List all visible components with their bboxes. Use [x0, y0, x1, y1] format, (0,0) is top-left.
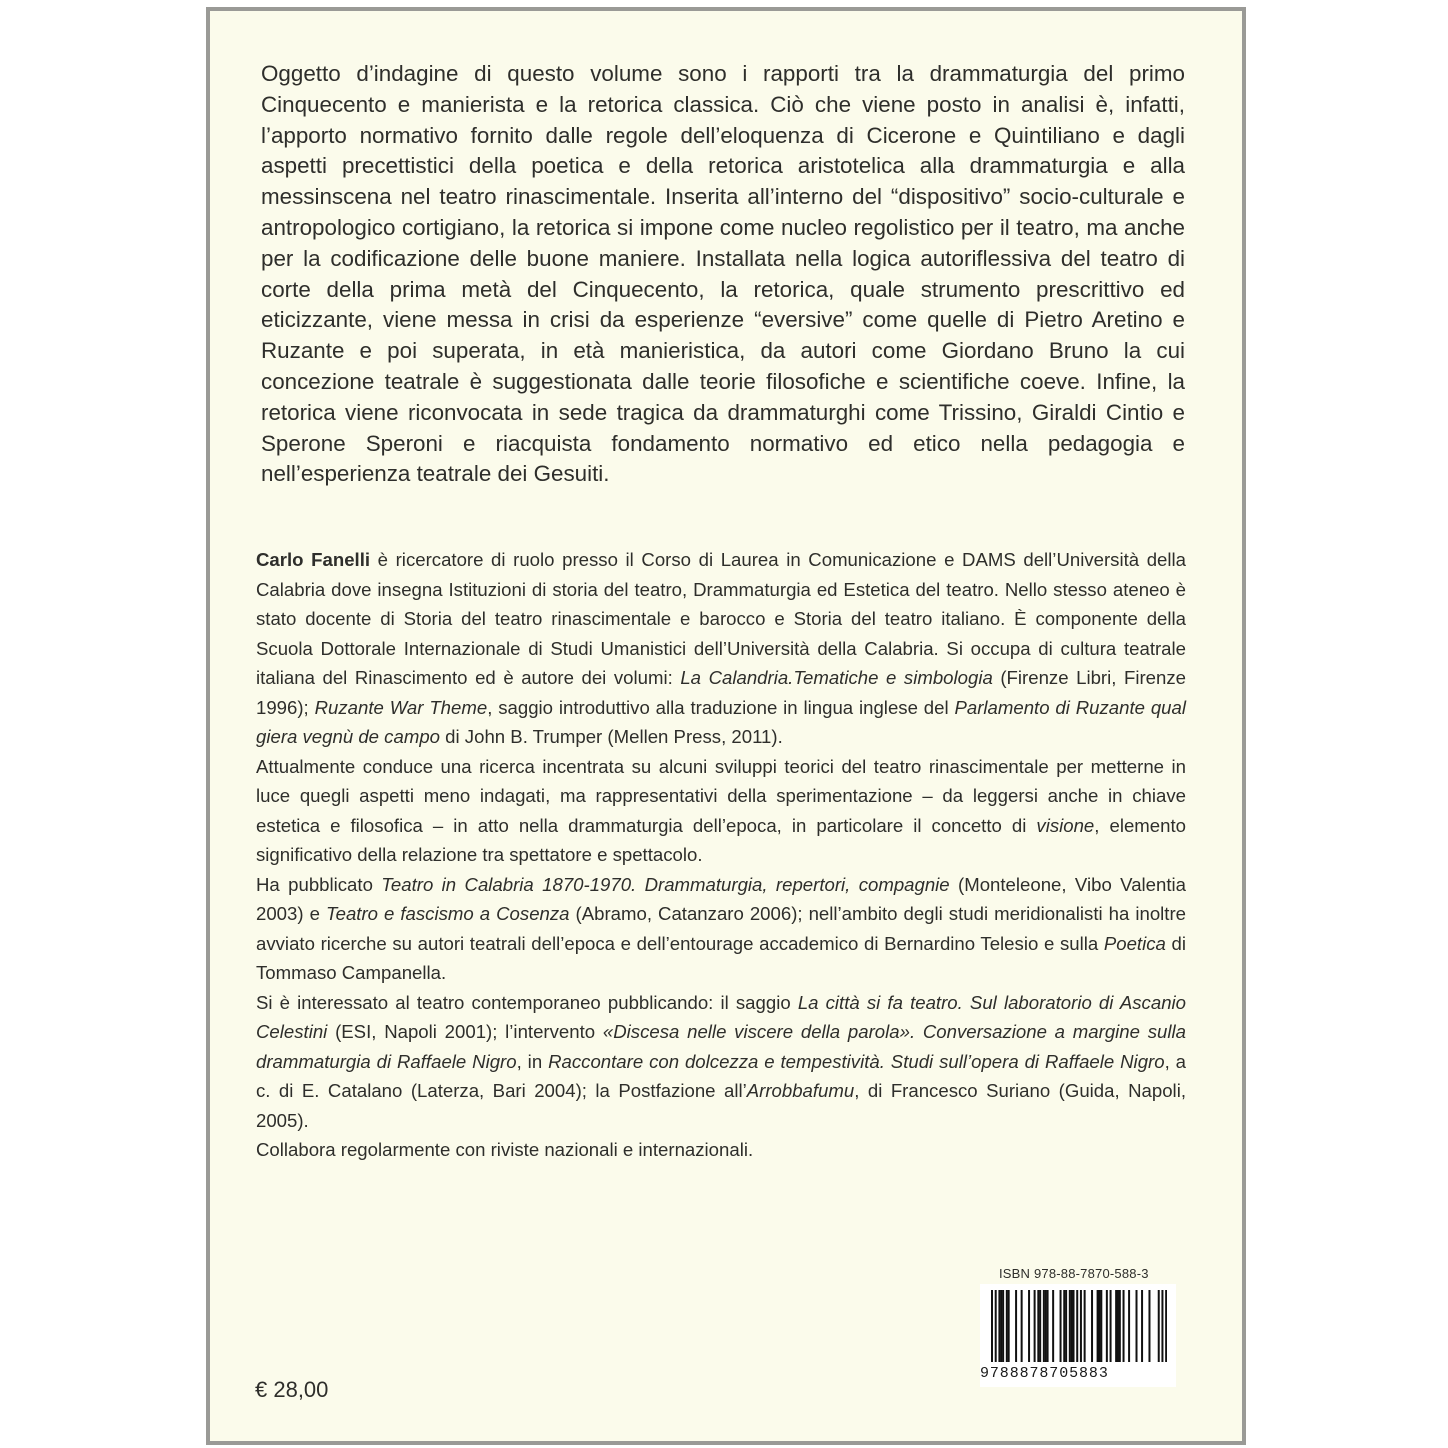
barcode-bar: [1028, 1290, 1030, 1362]
book-title: Poetica: [1103, 932, 1166, 954]
barcode-bars: [991, 1290, 1167, 1362]
author-biography: [256, 545, 1186, 1165]
bio-text: di John B. Trumper (Mellen Press, 2011).: [440, 726, 783, 747]
barcode-bar: [1136, 1290, 1138, 1362]
barcode-bar: [1073, 1290, 1075, 1362]
book-title: Raccontare con dolcezza e tempestività. Studi sull’opera di Raffaele Nigro: [548, 1050, 1165, 1072]
barcode-bar: [1060, 1290, 1062, 1362]
barcode-bar: [1052, 1290, 1054, 1362]
bio-text: Attualmente conduce una ricerca incentrata su alcuni sviluppi teorici del teatro rinascimentale per metterne in luce quegli aspetti meno indagati, ma rappresentativi della sperimentazione – da leggersi anche in chiave estetica e filosofica – in atto nella drammaturgia dell’epoca, in particolare il concetto di: [256, 755, 1186, 836]
bio-text: (Abramo, Catanzaro 2006); nell’ambito degli studi meridionalisti ha inoltre avviato ricerche su autori teatrali dell’epoca e dell’entourage accademico di Bernardino Telesio e sulla: [256, 903, 1186, 954]
barcode-bar: [1161, 1290, 1163, 1362]
barcode-bar: [1123, 1290, 1125, 1362]
barcode-bar: [1043, 1290, 1045, 1362]
bio-paragraph: Collabora regolarmente con riviste nazionali e internazionali.: [256, 1139, 754, 1160]
bio-paragraph: [256, 752, 1186, 870]
back-cover: [206, 7, 1246, 1445]
barcode-bar: [1098, 1290, 1100, 1362]
bio-text: è ricercatore di ruolo presso il Corso di Laurea in Comunicazione e DAMS dell’Università della Calabria dove insegna Istituzioni di storia del teatro, Drammaturgia ed Estetica del teatro. Nello stesso ateneo è stato docente di Storia del teatro rinascimentale e barocco e Storia del teatro italiano. È componente della Scuola Dottorale Internazionale di Studi Umanistici dell’Università della Calabria. Si occupa di cultura teatrale italiana del Rinascimento ed è autore dei volumi:: [256, 549, 1187, 688]
barcode-bar: [1000, 1290, 1002, 1362]
barcode-bar: [1148, 1290, 1150, 1362]
barcode-bar: [1015, 1290, 1017, 1362]
bio-text: (Monteleone, Vibo Valentia 2003) e: [256, 873, 1186, 924]
barcode-bar: [1047, 1290, 1049, 1362]
barcode-bar: [1034, 1290, 1036, 1362]
barcode-bar: [1063, 1290, 1065, 1362]
barcode-bar: [1128, 1290, 1130, 1362]
barcode-bar: [1021, 1290, 1023, 1362]
barcode-bar: [991, 1290, 993, 1362]
author-name: Carlo Fanelli: [256, 549, 371, 570]
barcode-bar: [1069, 1290, 1071, 1362]
book-title: La città si fa teatro. Sul laboratorio di Ascanio Celestini: [256, 991, 1187, 1042]
barcode-bar: [1119, 1290, 1121, 1362]
barcode-bar: [1141, 1290, 1143, 1362]
bio-text: , elemento significativo della relazione tra spettatore e spettacolo.: [256, 814, 1186, 865]
barcode-bar: [998, 1290, 1000, 1362]
barcode-bar: [1100, 1290, 1102, 1362]
italic-term: visione: [1036, 814, 1095, 836]
barcode-bar: [1039, 1290, 1041, 1362]
barcode-bar: [1115, 1290, 1117, 1362]
book-title: Parlamento di Ruzante qual giera vegnù de campo: [256, 696, 1186, 747]
bio-text: , a c. di E. Catalano (Laterza, Bari 2004); la Postfazione all’: [256, 1050, 1186, 1101]
barcode-bar: [1110, 1290, 1112, 1362]
barcode-bar: [1080, 1290, 1082, 1362]
barcode-bar: [1002, 1290, 1004, 1362]
barcode-bar: [1091, 1290, 1093, 1362]
barcode-bar: [1006, 1290, 1008, 1362]
barcode-bar: [1165, 1290, 1167, 1362]
barcode-bar: [1106, 1290, 1108, 1362]
barcode-bar: [1084, 1290, 1086, 1362]
barcode-bar: [1097, 1290, 1099, 1362]
isbn-label: ISBN 978-88-7870-588-3: [999, 1266, 1149, 1281]
book-synopsis: Oggetto d’indagine di questo volume sono i rapporti tra la drammaturgia del primo Cinquecento e manierista e la retorica classica. Ciò che viene posto in analisi è, infatti, l’apporto normativo fornito dalle regole dell’eloquenza di Cicerone e Quintiliano e dagli aspetti precettistici della poetica e della retorica aristotelica alla drammaturgia e alla messinscena nel teatro rinascimentale. Inserita all’interno del “dispositivo” socio-culturale e antropologico cortigiano, la retorica si impone come nucleo regolistico per il teatro, ma anche per la codificazione delle buone maniere. Installata nella logica autoriflessiva del teatro di corte della prima metà del Cinquecento, la retorica, quale strumento prescrittivo ed eticizzante, viene messa in crisi da esperienze “eversive” come quelle di Pietro Aretino e Ruzante e poi superata, in età manieristica, da autori come Giordano Bruno la cui concezione teatrale è suggestionata dalle teorie filosofiche e scientifiche coeve. Infine, la retorica viene riconvocata in sede tragica da drammaturghi come Trissino, Giraldi Cintio e Sperone Speroni e riacquista fondamento normativo ed etico nella pedagogia e nell’esperienza teatrale dei Gesuiti.: [261, 61, 1185, 487]
bio-text: , saggio introduttivo alla traduzione in lingua inglese del: [487, 696, 955, 718]
barcode-bar: [1117, 1290, 1119, 1362]
bio-text: Si è interessato al teatro contemporaneo pubblicando: il saggio: [256, 991, 798, 1013]
bio-text: (Firenze Libri, Firenze 1996);: [256, 667, 1186, 718]
bio-text: di Tommaso Campanella.: [256, 932, 1187, 983]
barcode-bar: [1071, 1290, 1073, 1362]
bio-paragraph: [256, 988, 1186, 1136]
bio-text: Ha pubblicato: [256, 873, 382, 895]
book-title: Teatro e fascismo a Cosenza: [325, 903, 570, 924]
book-title: Teatro in Calabria 1870-1970. Drammaturgia, repertori, compagnie: [381, 873, 950, 895]
book-title: «Discesa nelle viscere della parola». Conversazione a margine sulla drammaturgia di Raffaele Nigro: [256, 1021, 1186, 1072]
barcode-bar: [995, 1290, 997, 1362]
barcode: [980, 1284, 1176, 1387]
bio-text: (ESI, Napoli 2001); l’intervento: [327, 1021, 603, 1042]
price: € 28,00: [255, 1377, 329, 1402]
book-title: Arrobbafumu: [746, 1080, 855, 1101]
barcode-bar: [1045, 1290, 1047, 1362]
barcode-bar: [1076, 1290, 1078, 1362]
book-title: Ruzante War Theme: [314, 696, 488, 718]
barcode-digits: 9788878705883: [980, 1365, 1109, 1382]
bio-text: , in: [516, 1050, 549, 1072]
bio-text: , di Francesco Suriano (Guida, Napoli, 2005).: [256, 1080, 1186, 1131]
bio-paragraph: [256, 870, 1186, 988]
barcode-bar: [1037, 1290, 1039, 1362]
barcode-bar: [1008, 1290, 1010, 1362]
barcode-bar: [1158, 1290, 1160, 1362]
barcode-bar: [1065, 1290, 1067, 1362]
book-title: La Calandria.Tematiche e simbologia: [680, 667, 993, 688]
bio-paragraph: [256, 545, 1186, 752]
